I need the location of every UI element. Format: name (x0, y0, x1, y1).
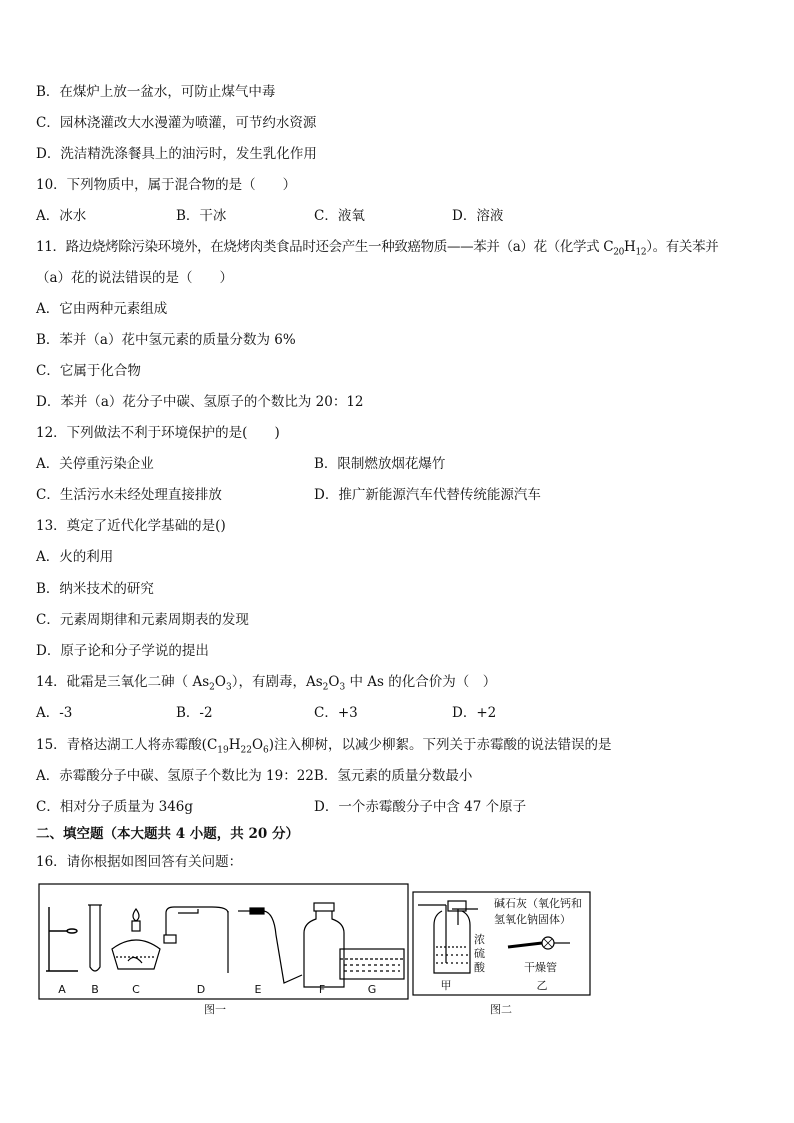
label-b: B (91, 983, 99, 996)
q15-option-d: D．一个赤霉酸分子中含 47 个原子 (314, 799, 527, 815)
q12-option-a: A．关停重污染企业 (36, 456, 154, 472)
question-16: 16．请你根据如图回答有关问题： (36, 854, 243, 870)
figure-2-apparatus (412, 891, 592, 997)
q11-option-d: D．苯并（a）花分子中碳、氢原子的个数比为 20：12 (36, 394, 364, 410)
label-g: G (367, 983, 377, 996)
q14-option-a: A．-3 (36, 705, 73, 721)
label-d: D (196, 983, 206, 996)
question-15: 15．青格达湖工人将赤霉酸$(C_{19}H_{22}O_6)$注入柳树，以减少柳絮。下列关于赤霉酸的说法错误的是 (36, 737, 612, 756)
alcohol-lamp-icon (112, 909, 160, 969)
option-c-line: C．园林浇灌改大水漫灌为喷灌，可节约水资源 (36, 115, 317, 131)
q12-option-d: D．推广新能源汽车代替传统能源汽车 (314, 487, 541, 503)
q11-option-b: B．苯并（a）花中氢元素的质量分数为 6% (36, 332, 296, 348)
q10-option-d: D．溶液 (452, 208, 504, 224)
q15-option-c: C．相对分子质量为 346g (36, 799, 194, 815)
q11-option-c: C．它属于化合物 (36, 363, 141, 379)
figure-2-caption: 图二 (490, 1003, 512, 1016)
q10-option-a: A．冰水 (36, 208, 87, 224)
q10-option-b: B．干冰 (176, 208, 227, 224)
option-b-line: B．在煤炉上放一盆水，可防止煤气中毒 (36, 84, 276, 100)
label-f: F (318, 983, 326, 996)
lime-text-2: 氢氧化钠固体） (494, 913, 571, 926)
acid-char-2: 硫 (474, 947, 485, 960)
lime-text-1: 碱石灰（氧化钙和 (494, 897, 582, 910)
q13-option-a: A．火的利用 (36, 549, 114, 565)
q13-option-d: D．原子论和分子学说的提出 (36, 643, 209, 659)
question-13: 13．奠定了近代化学基础的是() (36, 518, 226, 534)
question-10: 10．下列物质中，属于混合物的是（ ） (36, 177, 297, 193)
q15-options-ab: A．赤霉酸分子中碳、氢原子个数比为 19：22B．氢元素的质量分数最小 (36, 768, 473, 784)
label-yi: 乙 (536, 979, 548, 992)
option-d-line: D．洗洁精洗涤餐具上的油污时，发生乳化作用 (36, 146, 317, 162)
acid-char-3: 酸 (474, 961, 485, 974)
test-tube-icon (88, 905, 102, 971)
section-2-heading: 二、填空题（本大题共 4 小题，共 20 分） (36, 826, 299, 842)
iron-stand-icon (46, 907, 78, 971)
q13-option-c: C．元素周期律和元素周期表的发现 (36, 612, 249, 628)
q12-option-c: C．生活污水未经处理直接排放 (36, 487, 222, 503)
question-11-line1: 11．路边烧烤除污染环境外，在烧烤肉类食品时还会产生一种致癌物质——苯并（a）花（化学式 $C_{20}H_{12}$）。有关苯并 (36, 239, 719, 258)
q14-option-d: D．+2 (452, 705, 497, 721)
washing-bottle-icon (418, 901, 478, 973)
q14-option-b: B．-2 (176, 705, 213, 721)
figure-1-caption: 图一 (204, 1003, 226, 1016)
q10-option-c: C．液氧 (314, 208, 365, 224)
drying-tube-label: 干燥管 (524, 961, 557, 974)
question-12: 12．下列做法不利于环境保护的是( ) (36, 425, 280, 441)
question-11-line2: （a）花的说法错误的是（ ） (36, 270, 234, 286)
question-14: 14．砒霜是三氧化二砷（ $As_2O_3$），有剧毒，$As_2O_3$ 中 As 的化合价为（ ） (36, 674, 497, 693)
water-trough-icon (340, 949, 404, 979)
acid-char-1: 浓 (474, 933, 485, 946)
label-e: E (254, 983, 262, 996)
q11-option-a: A．它由两种元素组成 (36, 301, 168, 317)
label-a: A (58, 983, 66, 996)
glass-tube-stopper-icon (164, 907, 228, 973)
q13-option-b: B．纳米技术的研究 (36, 581, 154, 597)
q12-option-b: B．限制燃放烟花爆竹 (314, 456, 446, 472)
rubber-tube-icon (238, 908, 302, 983)
label-c: C (132, 983, 140, 996)
q14-option-c: C．+3 (314, 705, 358, 721)
gas-bottle-icon (304, 903, 344, 987)
label-jia: 甲 (440, 979, 452, 992)
figure-1-apparatus (38, 883, 410, 1001)
drying-tube-icon (508, 937, 570, 949)
